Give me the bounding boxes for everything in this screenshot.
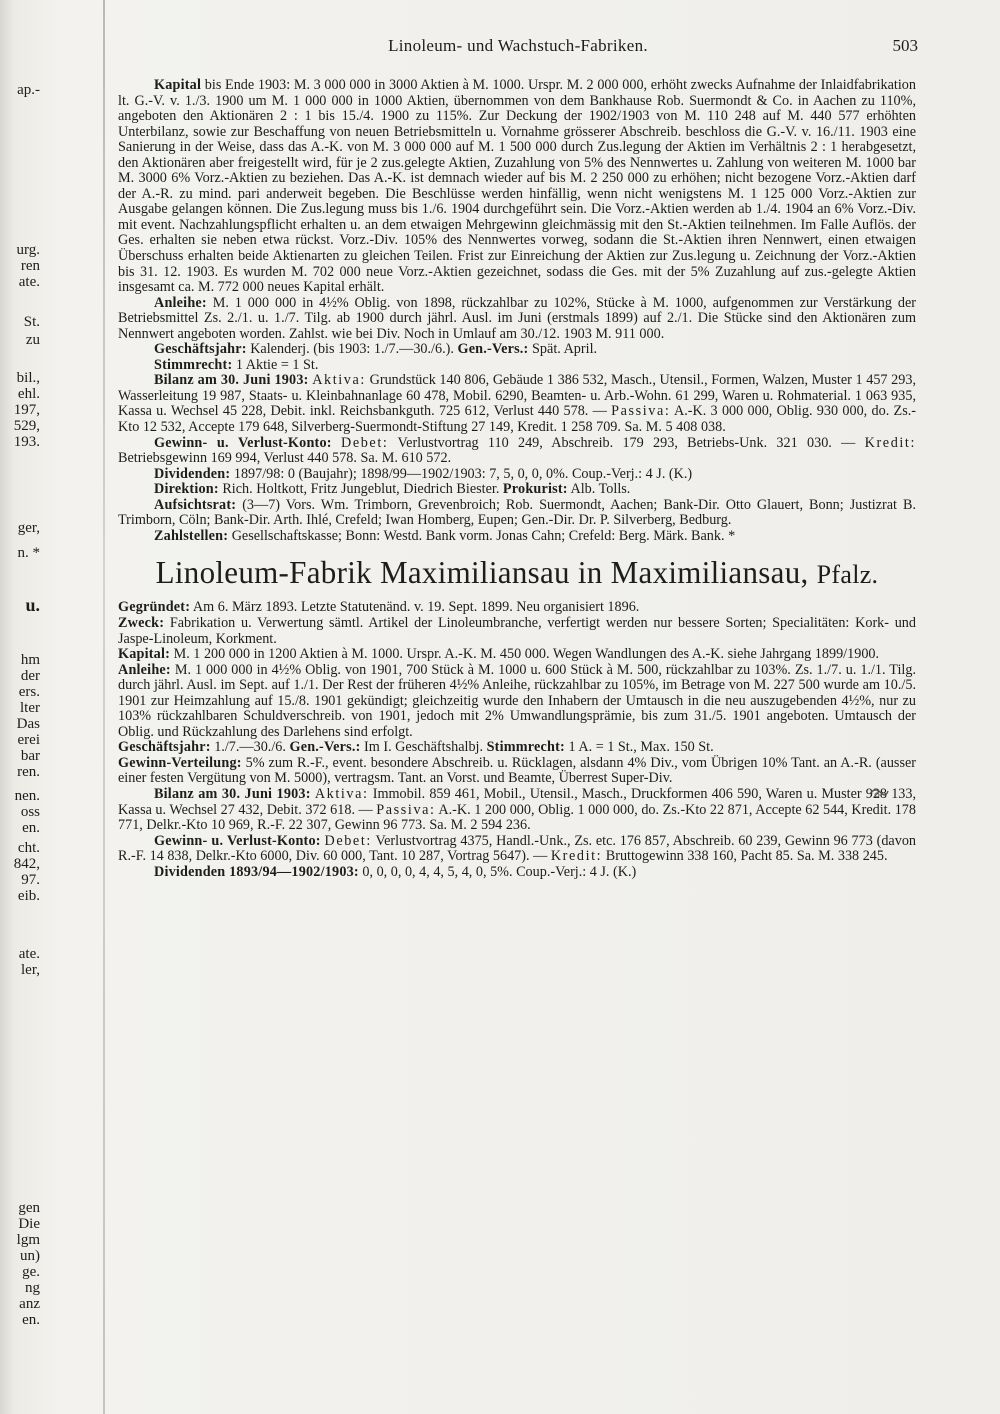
geschaeftsjahr-entry — [118, 342, 916, 358]
dividenden-entry — [118, 467, 916, 483]
margin-fragment: anz — [19, 1296, 40, 1312]
page-number: 503 — [892, 36, 918, 55]
stimmrecht2-text: 1 A. = 1 St., Max. 150 St. — [568, 739, 714, 756]
margin-fragment: Das — [16, 716, 40, 732]
margin-fragment: oss — [20, 804, 40, 820]
geschaeftsjahr-text: Kalenderj. (bis 1903: 1./7.—30./6.). — [250, 341, 454, 358]
bilanz-label: Bilanz am 30. Juni 1903: — [154, 372, 309, 389]
aktiva2-text: Immobil. 859 461, Mobil., Utensil., Masch., Druckformen 406 590, Waren u. Muster 928 133, Kassa u. Wechsel 27 432, Debit. 372 618. — — [118, 785, 917, 818]
kapital2-text: M. 1 200 000 in 1200 Aktien à M. 1000. Urspr. A.-K. M. 450 000. Wegen Wandlungen des A.-K. siehe Jahrgang 1899/1900. — [173, 646, 880, 663]
debet2-text: Verlustvortrag 4375, Handl.-Unk., Zs. etc. 176 857, Abschreib. 60 239, Gewinn 96 773 (davon R.-F. 14 838, Delkr.-Kto 6000, Div. 60 000, Tant. 10 287, Vortrag 5647). — — [118, 832, 917, 865]
kredit-text: Betriebsgewinn 169 994, Verlust 440 578. Sa. M. 610 572. — [118, 450, 452, 467]
anleihe2-entry — [118, 663, 916, 741]
page-content — [118, 78, 916, 880]
margin-fragment: 193. — [13, 434, 40, 450]
kapital-text: bis Ende 1903: M. 3 000 000 in 3000 Aktien à M. 1000. Urspr. M. 2 000 000, erhöht zwecks Aufnahme der Inlaidfabrikation lt. G.-V. v. 1./3. 1900 um M. 1 000 000 in 1000 Aktien, übernommen von dem Bankhause Rob. Suermondt & Co. in Aachen zu 110%, angeboten den Aktionären 2 : 1 bis 15./4. 1900 zu 115%. Zur Deckung der 1902/1903 von M. 110 248 auf M. 440 577 erhöhten Unterbilanz, sowie zur Beschaffung von neuen Betriebsmitteln u. Vornahme grösserer Abschreib. beschloss die G.-V. v. 16./11. 1903 eine Sanierung in der Weise, dass das A.-K. von M. 3 000 000 auf M. 1 500 000 durch Zus.legung der Aktien im Verhältnis 2 : 1 herabgesetzt, den Aktionären aber freigestellt wird, für je 2 zus.gelegte Aktien, Zuzahlung von 5% des Nennwertes u. Zahlung von weiteren M. 1000 bar M. 3000 6% Vorz.-Aktien zu beziehen. Das A.-K. ist demnach wieder auf bis M. 2 250 000 zu erhöhen; nicht bezogene Vorz.-Aktien darf der A.-R. zu mind. pari anderweit begeben. Die Beschlüsse werden hinfällig, wenn nicht wenigstens M. 1 125 000 Vorz.-Aktien zur Ausgabe gelangen können. Die Zus.legung muss bis 1./6. 1904 durchgeführt sein. Die Vorz.-Aktien werden ab 1./4. 1904 an 6% Vorz.-Div. mit event. Nachzahlungspflicht erhalten u. an dem etwaigen Mehrgewinn gleichmässig mit den St.-Aktien teilnehmen. Im Falle Auflös. der Ges. erhalten sie neben etwa rückst. Vorz.-Div. 105% des Nennwertes vorweg, sodann die St.-Aktien ihren Nennwert, einen etwaigen Überschuss erhalten beide Aktienarten zu gleichen Teilen. Frist zur Einreichung der Aktien zur Zus.legung u. Zeichnung der Vorz.-Aktien bis 31. 12. 1903. Es wurden M. 702 000 neue Vorz.-Aktien gezeichnet, sodass die Ges. mit der 5% Zuzahlung auf zus.-gelegte Aktien insgesamt ca. M. 772 000 neues Kapital erhält. — [118, 77, 916, 296]
direktion-text: Rich. Holtkott, Fritz Jungeblut, Diedrich Biester. — [222, 481, 500, 498]
gewinn-entry — [118, 436, 916, 467]
gen-vers-label: Gen.-Vers.: — [457, 341, 529, 358]
company-heading-place: Pfalz. — [816, 560, 879, 590]
margin-fragment: ate. — [18, 946, 40, 962]
margin-fragment: n. * — [17, 545, 40, 561]
margin-fragment: eib. — [17, 888, 40, 904]
margin-fragment: urg. — [16, 242, 40, 258]
margin-fragment: 529, — [13, 418, 40, 434]
debet-text: Verlustvortrag 110 249, Abschreib. 179 293, Betriebs-Unk. 321 030. — — [397, 434, 856, 451]
zahlstellen-text: Gesellschaftskasse; Bonn: Westd. Bank vorm. Jonas Cahn; Crefeld: Berg. Märk. Bank. * — [231, 527, 736, 544]
margin-fragment: ers. — [18, 684, 40, 700]
margin-fragment: Die — [18, 1216, 40, 1232]
ink-mark-icon — [868, 786, 890, 800]
anleihe2-text: M. 1 000 000 in 4½% Oblig. von 1901, 700 Stück à M. 1000 u. 600 Stück à M. 500, rückzahlbar zu 103%. Zs. 1./7. u. 1./1. Tilg. durch jährl. Ausl. im Sept. auf 1./1. Der Rest der früheren 4½% Anleihe, rückzahlbar zu 105%, im Betrage von M. 227 500 wurde am 10./5. 1901 zur Heimzahlung auf 15./8. 1901 gekündigt; gleichzeitig wurde den Inhabern der Umtausch in die neu auszugebenden 4½%, nur zu 103% rückzahlbaren Schuldverschreib. von 1901, jedoch mit 2% Umwandlungsprämie, bis zum 31./5. 1901 angeboten. Umtausch der Oblig. und Rückzahlung des Darlehens sind erfolgt. — [118, 661, 916, 740]
geschaeftsjahr2-text: 1./7.—30./6. — [214, 739, 286, 756]
gegruendet-entry — [118, 600, 916, 616]
margin-fragment: cht. — [17, 840, 40, 856]
margin-fragment: ren — [20, 258, 40, 274]
bilanz-entry — [118, 373, 916, 435]
zahlstellen-entry — [118, 529, 916, 545]
margin-fragment: zu — [25, 332, 40, 348]
margin-fragment: ger, — [17, 520, 40, 536]
debet-label: Debet: — [341, 434, 389, 451]
margin-fragment: lgm — [16, 1232, 40, 1248]
margin-fragment: 842, — [13, 856, 40, 872]
margin-fragment: lter — [20, 700, 40, 716]
dividenden-text: 1897/98: 0 (Baujahr); 1898/99—1902/1903: 7, 5, 0, 0, 0%. Coup.-Verj.: 4 J. (K.) — [233, 465, 693, 482]
gewinnverteilung-entry — [118, 756, 916, 787]
anleihe2-label: Anleihe: — [118, 661, 171, 678]
kredit-label: Kredit: — [864, 434, 917, 451]
direktion-label: Direktion: — [154, 481, 219, 498]
margin-fragment: ehl. — [17, 386, 40, 402]
zweck-entry — [118, 616, 916, 647]
binding-gutter — [103, 0, 105, 1414]
running-title: Linoleum- und Wachstuch-Fabriken. — [388, 36, 648, 55]
stimmrecht2-label: Stimmrecht: — [486, 739, 565, 756]
stimmrecht-label: Stimmrecht: — [154, 356, 233, 373]
dividenden2-text: 0, 0, 0, 0, 4, 4, 5, 4, 0, 5%. Coup.-Verj.: 4 J. (K.) — [362, 863, 637, 880]
dividenden2-label: Dividenden 1893/94—1902/1903: — [154, 863, 359, 880]
kapital2-label: Kapital: — [118, 646, 171, 663]
margin-fragment: ler, — [21, 962, 40, 978]
stimmrecht-entry — [118, 358, 916, 374]
page-header — [118, 36, 918, 60]
geschaeftsjahr2-entry — [118, 740, 916, 756]
margin-fragment: gen — [18, 1200, 40, 1216]
debet2-label: Debet: — [324, 832, 372, 849]
kapital-label: Kapital — [154, 77, 202, 93]
company-heading-name: Linoleum-Fabrik Maximiliansau in Maximiliansau, — [155, 555, 809, 591]
margin-fragment: ap.- — [17, 82, 40, 98]
zweck-text: Fabrikation u. Verwertung sämtl. Artikel der Linoleumbranche, verfertigt werden nur bessere Sorten; Specialitäten: Kork- und Jaspe-Linoleum, Korkment. — [118, 614, 916, 647]
passiva-label: Passiva: — [611, 403, 671, 420]
gewinnverteilung-label: Gewinn-Verteilung: — [118, 754, 242, 771]
margin-fragment: nen. — [14, 788, 40, 804]
direktion-entry — [118, 482, 916, 498]
margin-fragment: erei — [17, 732, 40, 748]
gegruendet-text: Am 6. März 1893. Letzte Statutenänd. v. 19. Sept. 1899. Neu organisiert 1896. — [192, 599, 640, 616]
aufsichtsrat-text: (3—7) Vors. Wm. Trimborn, Grevenbroich; Rob. Suermondt, Aachen; Bank-Dir. Otto Glauert, Bonn; Justizrat B. Trimborn, Cöln; Bank-Dir. Arth. Ihlé, Crefeld; Iwan Homberg, Eupen; Gen.-Dir. Dr. P. Silverberg, Bedburg. — [118, 496, 916, 529]
aufsichtsrat-label: Aufsichtsrat: — [154, 496, 237, 513]
aktiva-text: Grundstück 140 806, Gebäude 1 386 532, Masch., Utensil., Formen, Walzen, Muster 1 457 293, Wasserleitung 19 987, Staats- u. Kleinbahnanlage 60 478, Mobil. 6290, Beamten- u. Arb.-Wohn. 61 299, Waren u. Rohmaterial. 1 063 935, Kassa u. Wechsel 45 228, Debit. inkl. Reichsbankguth. 725 612, Verlust 440 578. — — [118, 372, 916, 420]
kredit2-text: Bruttogewinn 338 160, Pacht 85. Sa. M. 338 245. — [605, 848, 888, 865]
margin-fragment: bil., — [16, 370, 40, 386]
margin-fragment: u. — [25, 595, 40, 615]
passiva2-text: A.-K. 1 200 000, Oblig. 1 000 000, do. Zs.-Kto 22 871, Accepte 62 544, Kredit. 178 771, Delkr.-Kto 10 969, R.-F. 22 307, Gewinn 96 773. Sa. M. 2 594 236. — [118, 801, 916, 834]
gen-vers-text: Spät. April. — [532, 341, 598, 358]
gewinn2-label: Gewinn- u. Verlust-Konto: — [154, 832, 321, 849]
margin-fragment: ng — [25, 1280, 40, 1296]
kapital-entry — [118, 78, 916, 296]
margin-fragment: St. — [23, 314, 40, 330]
gewinn-label: Gewinn- u. Verlust-Konto: — [154, 434, 332, 451]
kapital2-entry — [118, 647, 916, 663]
anleihe-text: M. 1 000 000 in 4½% Oblig. von 1898, rückzahlbar zu 102%, Stücke à M. 1000, aufgenommen zur Verstärkung der Betriebsmittel Zs. 2./1. u. 1./7. Tilg. ab 1900 durch jährl. Ausl. im Juni (erstmals 1899) auf 2./1. Die Stücke sind den Aktionären zum Nennwert angeboten worden. Zahlst. wie bei Div. Noch in Umlauf am 30./12. 1903 M. 911 000. — [118, 294, 916, 342]
prokurist-text: Alb. Tolls. — [570, 481, 631, 498]
zahlstellen-label: Zahlstellen: — [154, 527, 229, 544]
zweck-label: Zweck: — [118, 614, 165, 631]
stimmrecht-text: 1 Aktie = 1 St. — [235, 356, 319, 373]
bilanz2-entry — [118, 787, 916, 834]
aktiva-label: Aktiva: — [312, 372, 366, 389]
gewinn2-entry — [118, 834, 916, 865]
margin-fragment: ge. — [22, 1264, 40, 1280]
prokurist-label: Prokurist: — [502, 481, 568, 498]
geschaeftsjahr2-label: Geschäftsjahr: — [118, 739, 211, 756]
dividenden-label: Dividenden: — [154, 465, 231, 482]
passiva2-label: Passiva: — [376, 801, 436, 818]
kredit2-label: Kredit: — [550, 848, 603, 865]
margin-fragment: bar — [20, 748, 40, 764]
margin-fragment: 97. — [21, 872, 40, 888]
margin-fragment: der — [20, 668, 40, 684]
aufsichtsrat-entry — [118, 498, 916, 529]
anleihe-entry — [118, 296, 916, 343]
gen-vers2-text: Im I. Geschäftshalbj. — [364, 739, 484, 756]
aktiva2-label: Aktiva: — [314, 785, 369, 802]
gewinnverteilung-text: 5% zum R.-F., event. besondere Abschreib. u. Rücklagen, alsdann 4% Div., vom Übrigen 10% Tant. an A.-R. (ausser einer festen Vergütung von M. 5000), vertragsm. Tant. an Vorst. und Beamte, Überrest Super-Div. — [118, 754, 916, 787]
gen-vers2-label: Gen.-Vers.: — [289, 739, 361, 756]
anleihe-label: Anleihe: — [154, 294, 207, 311]
margin-fragment: en. — [22, 1312, 40, 1328]
dividenden2-entry — [118, 865, 916, 881]
margin-fragment: un) — [20, 1248, 40, 1264]
gegruendet-label: Gegründet: — [118, 599, 191, 616]
margin-fragment: ren. — [17, 764, 40, 780]
margin-fragment: 197, — [13, 402, 40, 418]
margin-fragment: hm — [20, 652, 40, 668]
company-heading — [118, 556, 916, 593]
margin-fragment: en. — [22, 820, 40, 836]
passiva-text: A.-K. 3 000 000, Oblig. 930 000, do. Zs.-Kto 12 532, Accepte 179 648, Silverberg-Suermondt-Stiftung 27 149, Kredit. 1 258 709. Sa. M. 5 408 038. — [118, 403, 916, 436]
bilanz2-label: Bilanz am 30. Juni 1903: — [154, 785, 311, 802]
geschaeftsjahr-label: Geschäftsjahr: — [154, 341, 247, 358]
margin-fragment: ate. — [18, 274, 40, 290]
